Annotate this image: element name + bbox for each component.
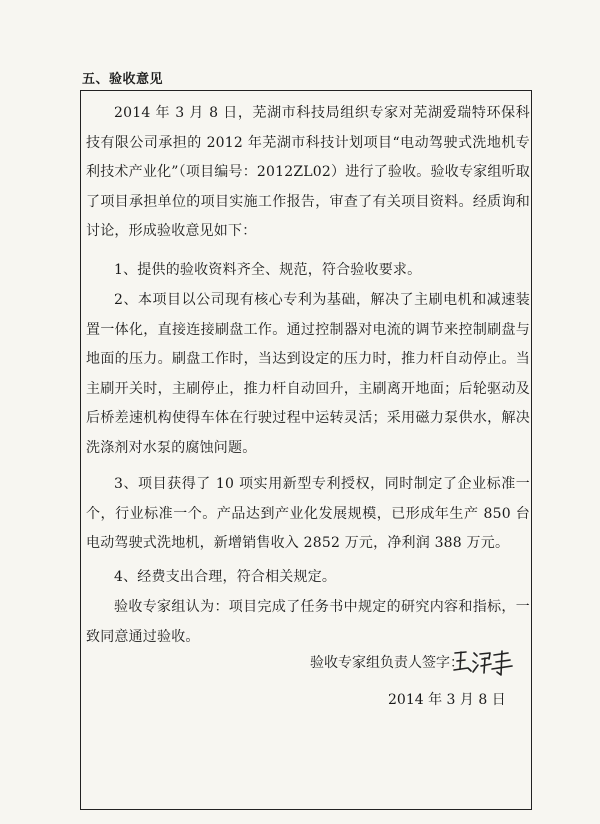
paragraph-item-3: 3、项目获得了 10 项实用新型专利授权，同时制定了企业标准一个，行业标准一个。产品达到产业化发展规模，已形成年生产 850 台电动驾驶式洗地机，新增销售收入 2852 万元，净利润 388 万元。	[86, 476, 530, 551]
paragraph-item-2: 2、本项目以公司现有核心专利为基础，解决了主刷电机和减速装置一体化，直接连接刷盘工作。通过控制器对电流的调节来控制刷盘与地面的压力。刷盘工作时，当达到设定的压力时，推力杆自动停止。当主刷开关时，主刷停止，推力杆自动回升，主刷离开地面；后轮驱动及后桥差速机构使得车体在行驶过程中运转灵活；采用磁力泵供水，解决洗涤剂对水泵的腐蚀问题。	[86, 292, 530, 456]
section-title: 五、验收意见	[82, 72, 164, 87]
signature-label: 验收专家组负责人签字：	[310, 655, 464, 671]
paragraph-intro: 2014 年 3 月 8 日，芜湖市科技局组织专家对芜湖爱瑞特环保科技有限公司承担的 2012 年芜湖市科技计划项目“电动驾驶式洗地机专利技术产业化”（项目编号：2012ZL02）进行了验收。验收专家组听取了项目承担单位的项目实施工作报告，审查了有关项目资料。经质询和讨论，形成验收意见如下：	[86, 105, 530, 239]
paragraph-item-4: 4、经费支出合理，符合相关规定。	[114, 569, 337, 585]
paragraph-item-1: 1、提供的验收资料齐全、规范，符合验收要求。	[114, 262, 422, 278]
paragraph-conclusion: 验收专家组认为：项目完成了任务书中规定的研究内容和指标，一致同意通过验收。	[86, 599, 530, 645]
sign-date: 2014 年 3 月 8 日	[388, 692, 506, 708]
handwritten-signature	[452, 645, 514, 677]
